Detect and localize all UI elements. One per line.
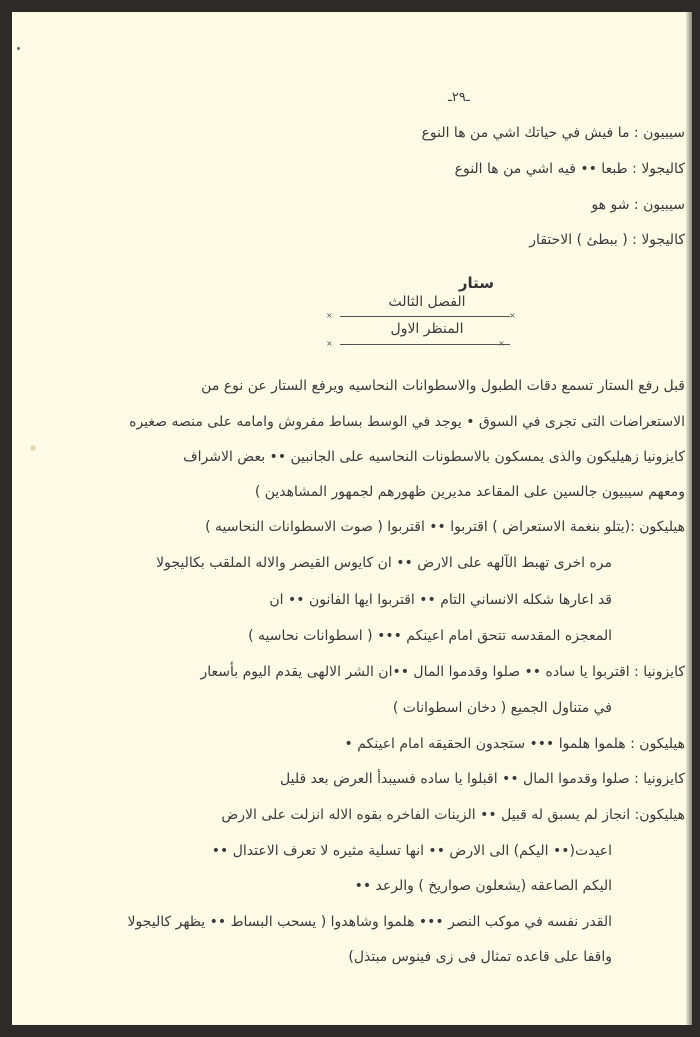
dialogue-continuation: قد اعارها شكله الانساني التام •• اقتربوا ايها الفانون •• ان [269,592,612,608]
act-title: الفصل الثالث [388,294,466,310]
stage-direction-line: الاستعراضات التى تجرى في السوق • يوجد في الوسط بساط مفروش وامامه على منصه صغيره [129,414,685,430]
dialogue-line-scipio-1: سيبيون : ما فيش في حياتك اشي من ها النوع [421,125,685,141]
dialogue-continuation: مره اخرى تهبط الآلهه على الارض •• ان كايوس القيصر والاله الملقب بكاليجولا [156,555,612,571]
dialogue-line-caesonia: كايزونيا : صلوا وقدموا المال •• اقبلوا يا ساده فسيبدأ العرض بعد قليل [280,771,685,787]
dialogue-line-helicon: هيليكون :(يتلو بنغمة الاستعراض ) اقتربوا •• اقتربوا ( صوت الاسطوانات النحاسيه ) [205,519,685,535]
dialogue-continuation: في متناول الجميع ( دخان اسطوانات ) [392,700,612,716]
act-title-rule [340,316,510,317]
dialogue-line-helicon: هيليكون : هلموا هلموا ••• ستجدون الحقيقه امام اعينكم • [344,736,685,752]
scan-speck [17,47,20,50]
scene-title-rule [340,344,510,345]
dialogue-continuation: المعجزه المقدسه تتحق امام اعينكم ••• ( اسطوانات نحاسيه ) [248,628,612,644]
scan-stain [30,445,36,451]
page-number: ـ٢٩ـ [448,90,470,105]
dialogue-line-caligula-2: كاليجولا : ( ببطئ ) الاحتقار [529,232,685,248]
dialogue-line-helicon: هيليكون: انجاز لم يسبق له قبيل •• الزينات الفاخره بقوه الاله انزلت على الارض [221,807,685,823]
scanned-page [12,12,692,1025]
page-edge-shadow [686,12,692,1025]
dialogue-line-caesonia: كايزونيا : اقتربوا يا ساده •• صلوا وقدموا المال ••ان الشر الالهى يقدم اليوم بأسعار [200,664,685,680]
stage-direction-line: ومعهم سيبيون جالسين على المقاعد مديرين ظهورهم لجمهور المشاهدين ) [254,484,685,500]
stage-direction-line: كايزونيا زهيليكون والذى يمسكون بالاسطونات النحاسيه على الجانبين •• بعض الاشراف [183,449,685,465]
rule-mark-left-2: × [326,339,333,348]
dialogue-continuation: واقفا على قاعده تمثال فى زى فينوس مبتذل) [348,949,612,965]
dialogue-line-caligula-1: كاليجولا : طبعا •• فيه اشي من ها النوع [454,161,685,177]
rule-mark-left: × [326,311,333,320]
stage-direction-line: قبل رفع الستار تسمع دقات الطبول والاسطوانات النحاسيه ويرفع الستار عن نوع من [201,378,685,394]
rule-mark-right: × [509,311,516,320]
scene-title: المنظر الاول [390,321,464,337]
rule-mark-right-2: × [498,339,505,348]
dialogue-line-scipio-2: سيبيون : شو هو [591,197,685,213]
curtain-heading: ستار [458,274,494,292]
dialogue-continuation: اعيدت(•• اليكم) الى الارض •• انها تسلية مثيره لا تعرف الاعتدال •• [211,843,612,859]
dialogue-continuation: اليكم الصاعقه (يشعلون صواريخ ) والرعد •• [354,878,612,894]
dialogue-continuation: القدر نفسه في موكب النصر ••• هلموا وشاهدوا ( يسحب البساط •• يظهر كاليجولا [127,914,612,930]
